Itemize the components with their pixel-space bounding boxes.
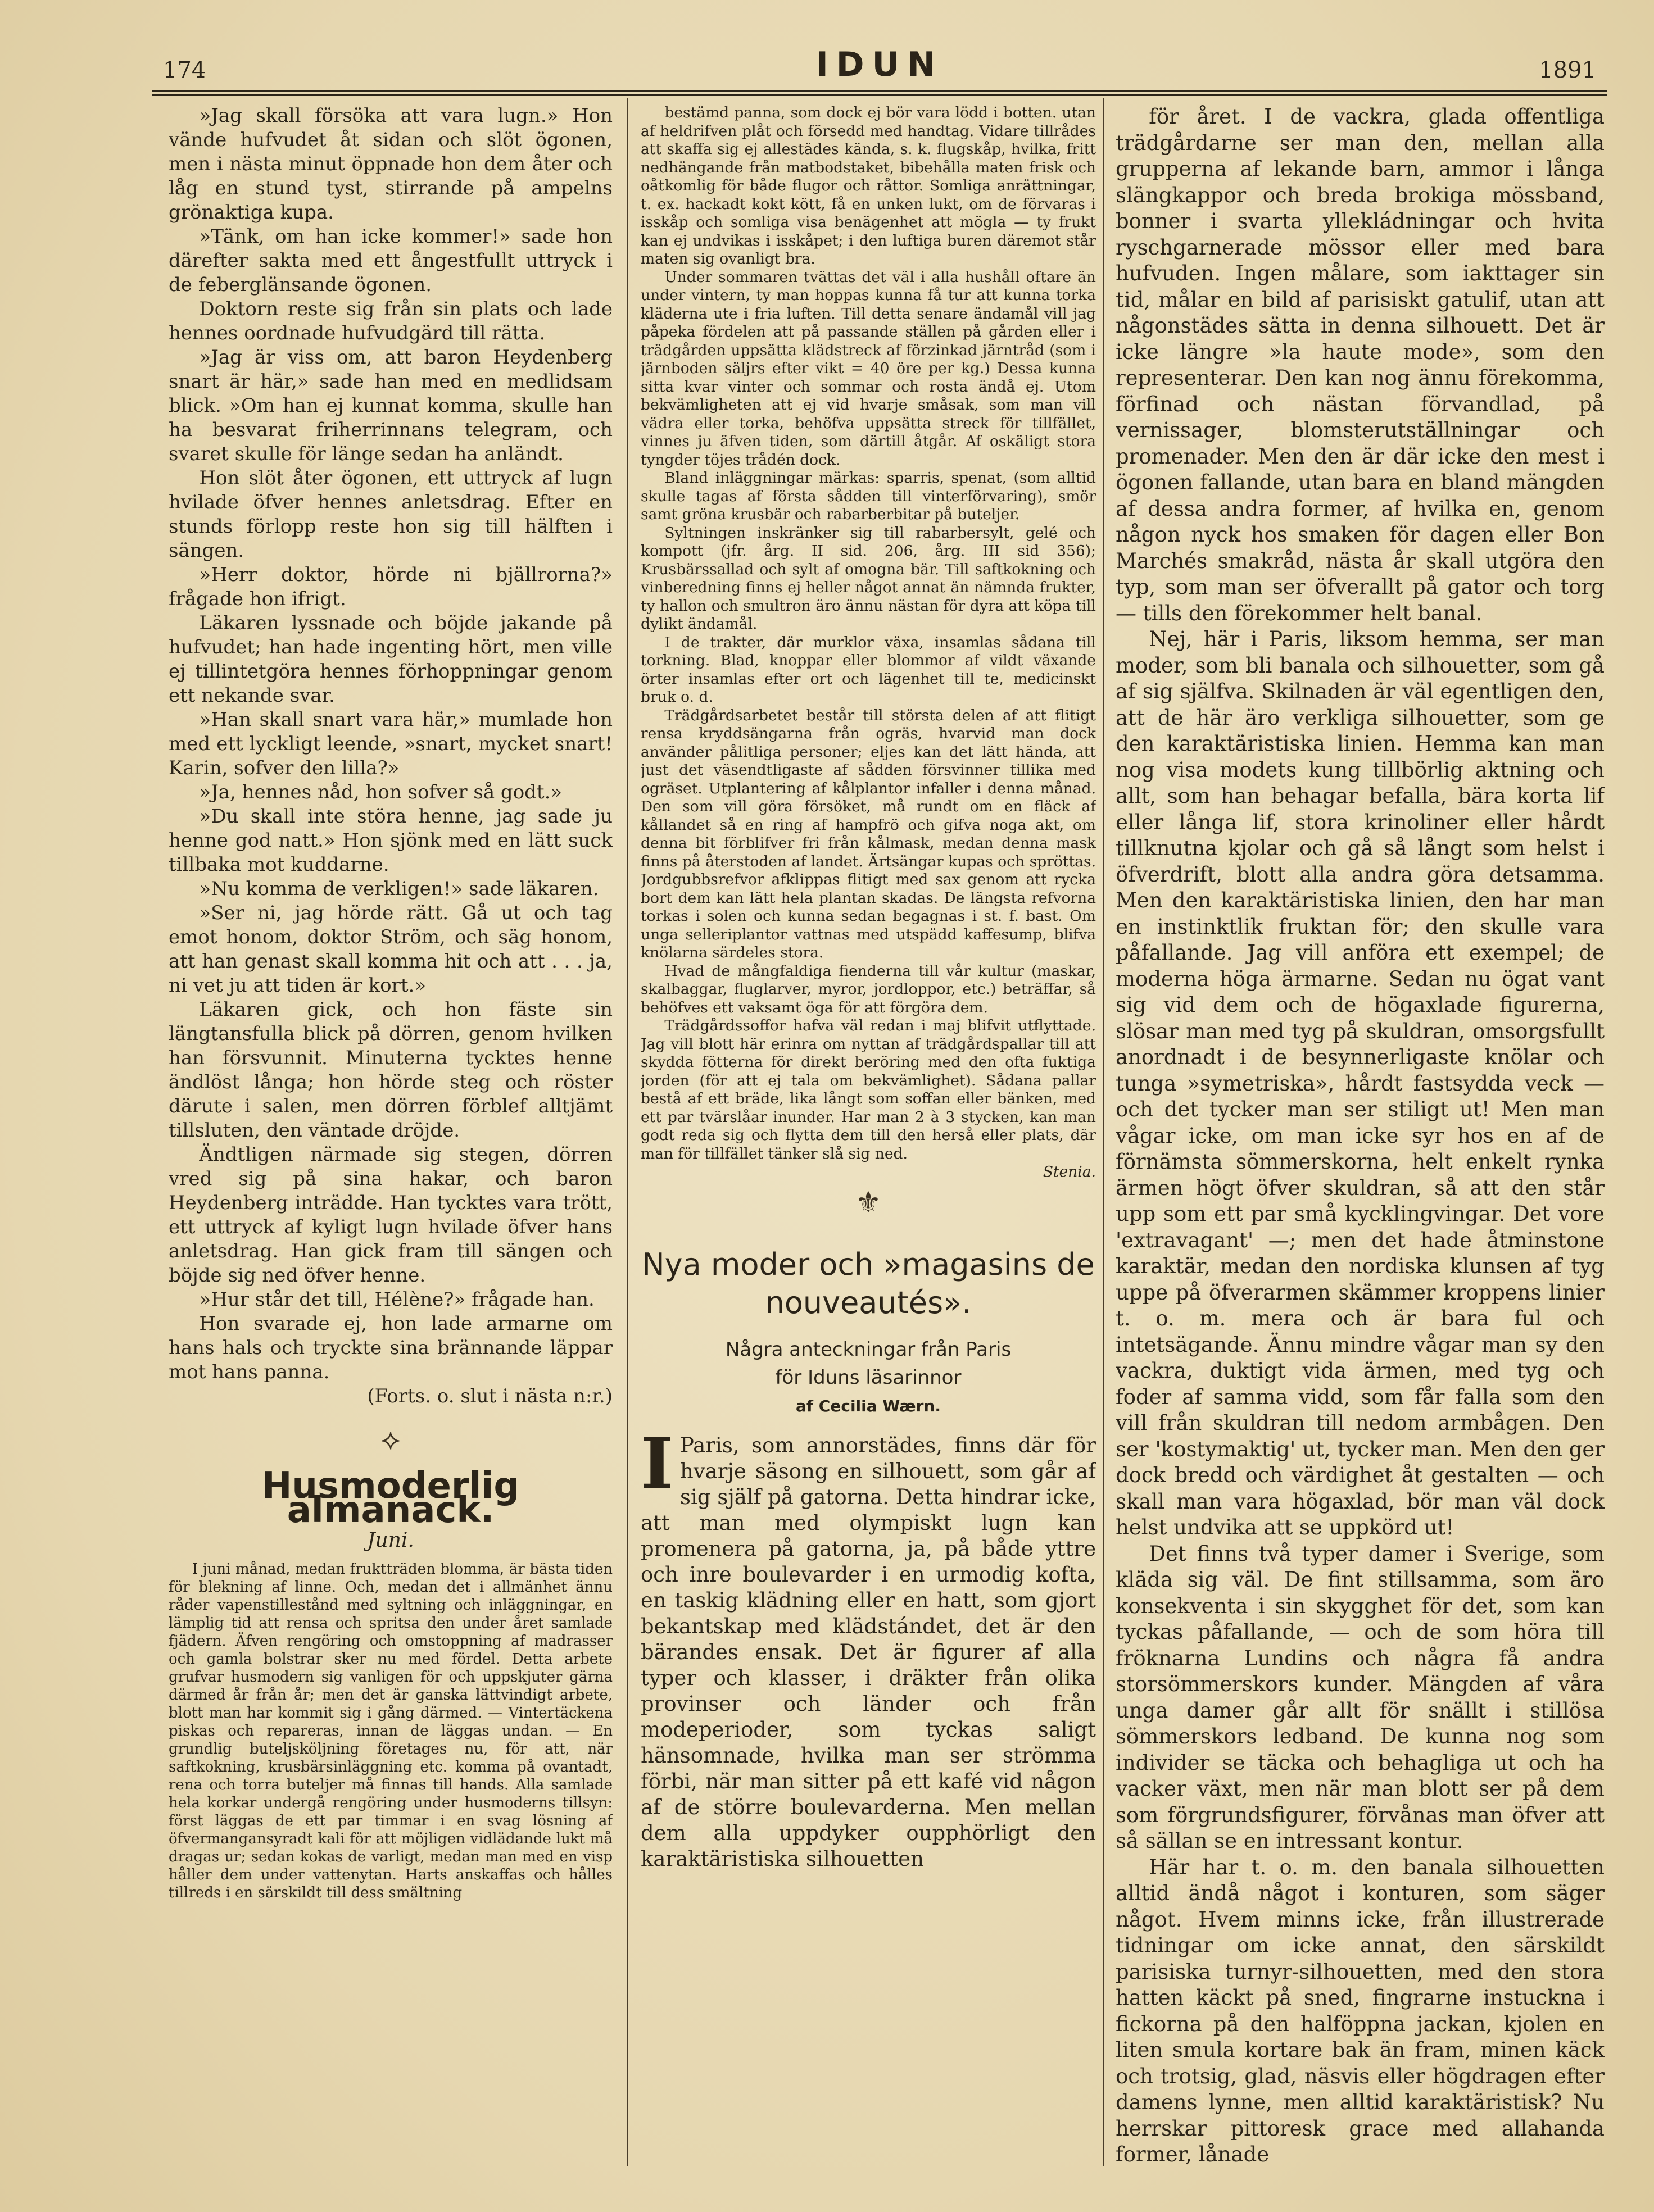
- article-paragraph: Här har t. o. m. den banala silhouetten alltid ändå något i konturen, som säger något. Hvem minns icke, från illustrerade tidningar om icke annat, den särskildt parisiska turnyr-silhouetten, med den stora hatten käckt på sned, fingrarne instuckna i fickorna på den halföppna jackan, kjolen en liten smula kortare bak än fram, minen käck och trotsig, glad, näsvis eller högdragen efter damens lynne, men alltid karaktäristisk? Nu herrskar pittoresk grace med allahanda former, lånade: [1116, 1855, 1605, 2166]
- article-subtitle-line-2: för Iduns läsarinnor: [775, 1366, 962, 1389]
- almanac-paragraph: bestämd panna, som dock ej bör vara lödd i botten. utan af heldrifven plåt och försedd med handtag. Vidare tillrådes att skaffa sig ej allestädes kända, s. k. flugskåp, hvilka, fritt nedhängande från matbodstaket, bibehålla maten frisk och oåtkomlig för både flugor och råttor. Somliga anrättningar, t. ex. hackadt kokt kött, få en unken lukt, om de förvaras i isskåp och somliga visa benägenhet att mögla — ty frukt kan ej undvikas i isskåpet; i den luftiga buren däremot står maten sig ovanligt bra.: [641, 104, 1096, 267]
- story-paragraph: Läkaren gick, och hon fäste sin längtansfulla blick på dörren, genom hvilken han försvunnit. Minuterna tycktes henne ändlöst långa; hon hörde steg och röster därute i salen, men dörren förblef alltjämt tillsluten, den väntade dröjde.: [169, 998, 613, 1142]
- section-subheading: Juni.: [367, 1529, 414, 1552]
- almanac-paragraph: Bland inläggningar märkas: sparris, spenat, (som alltid skulle tagas af första sådden till vinterförvaring), smör samt gröna krusbär och rabarberbitar på buteljer.: [641, 469, 1096, 523]
- ornament-divider-icon: ⟡: [380, 1423, 401, 1456]
- almanac-paragraph: Hvad de mångfaldiga fienderna till vår kultur (maskar, skalbaggar, fluglarver, myror, jordloppor, etc.) beträffar, så behöfves ett vaksamt öga för att förgöra dem.: [641, 962, 1096, 1016]
- ornament-divider-icon: ⚜: [855, 1186, 882, 1220]
- article-paragraph: för året. I de vackra, glada offentliga trädgårdarne ser man den, mellan alla grupperna af lekande barn, ammor i långa slängkappor och breda brokiga mössband, bonner i svarta yllekládningar och hvita ryschgarnerade mössor eller med bara hufvuden. Ingen målare, som iakttager sin tid, målar en bild af parisiskt gatulif, utan att någonstädes sätta in denna silhouett. Det är icke längre »la haute mode», som den representerar. Den kan nog ännu förekomma, förfinad och nästan förvandlad, på vernissager, blomsterutställningar och promenader. Men den är där icke den mest i ögonen fallande, utan bara en bland mängden af dessa andra former, af hvilka en, genom någon nyck hos smaken för dagen eller Bon Marchés smakråd, nästa år skall utgöra den typ, som man ser öfverallt på gator och torg — tills den förekommer helt banal.: [1116, 105, 1605, 625]
- signature: Stenia.: [1043, 1163, 1096, 1180]
- year: 1891: [1539, 57, 1596, 83]
- article-subtitle-line-1: Några anteckningar från Paris: [725, 1338, 1012, 1361]
- masthead-title: IDUN: [815, 45, 944, 84]
- page-number: 174: [163, 57, 206, 83]
- column-divider-2: [1103, 98, 1104, 2166]
- story-paragraph: »Jag är viss om, att baron Heydenberg snart är här,» sade han med en medlidsam blick. »Om han ej kunnat komma, skulle han ha besvarat friherrinnans telegram, och svaret skulle för länge sedan ha anländt.: [169, 346, 613, 465]
- almanac-continued: [641, 104, 1096, 1163]
- article-intro-text: Paris, som annorstädes, finns där för hvarje säsong en silhouett, som går af sig själf på gatorna. Detta hindrar icke, att man med olympiskt lugn kan promenera på gatorna, ja, på både yttre och inre boulevarder i en urmodig kofta, en taskig klädning eller en hatt, som gjort bekantskap med klädstándet, det är den bärandes ensak. Det är figurer af alla typer och klasser, i dräkter från olika provinser och länder och från modeperioder, som tyckas saligt hänsomnade, hvilka man ser strömma förbi, när man sitter på ett kafé vid någon af de större boulevarderna. Men mellan dem alla uppdyker oupphörligt den karaktäristiska silhouetten: [641, 1433, 1096, 1871]
- story-paragraph: »Du skall inte störa henne, jag sade ju henne god natt.» Hon sjönk med en lätt suck tillbaka mot kuddarne.: [169, 805, 613, 876]
- continuation-note: (Forts. o. slut i nästa n:r.): [367, 1385, 613, 1407]
- article-paragraph: Nej, här i Paris, liksom hemma, ser man moder, som bli banala och silhouetter, som gå af sig själfva. Skilnaden är väl egentligen den, att de här äro verkliga silhouetter, som ge den karaktäristiska linien. Hemma kan man nog visa modets kung tillbörlig aktning och allt, som han behagar befalla, bära korta lif eller långa lif, stora krinoliner eller hårdt tillknutna kjolar och gå så långt som helst i öfverdrift, blott alla andra göra detsamma. Men den karaktäristiska linien, den har man en instinktlik fruktan för; den skulle vara påfallande. Jag vill anföra ett exempel; de moderna höga ärmarne. Sedan nu ögat vant sig vid dem och de högaxlade figurerna, slösar man med tyg på skuldran, omsorgsfullt anordnadt i de besynnerligaste knölar och tunga »symetriska», hårdt fastsydda veck — och det tycker man ser stiligt ut! Men man vågar icke, om man icke syr hos en af de förnämsta sömmerskorna, helt enkelt rynka ärmen högt öfver skuldran, så att den står upp som ett par små kycklingvingar. Det vore 'extravagant' —; men det hade åtminstone karaktär, medan den nordiska klunsen af tyg uppe på öfverarmen skämmer kroppens linier t. o. m. mera och är bara ful och intetsägande. Ännu mindre vågar man sy den vackra, duktigt vida ärmen, med tyg och foder af samma vidd, som får falla som den vill från skuldran till nedom armbågen. Den ser 'kostymaktig' ut, tycker man. Men den ger dock bredd och värdighet åt gestalten — och skall man vara högaxlad, bör man väl dock helst undvika att se uppkörd ut!: [1116, 627, 1605, 1539]
- column-2: [641, 104, 1096, 1872]
- header-rule: [152, 90, 1607, 92]
- story-paragraph: »Ja, hennes nåd, hon sofver så godt.»: [199, 781, 563, 803]
- story-paragraph: »Tänk, om han icke kommer!» sade hon därefter sakta med ett ångestfullt uttryck i de feberglänsande ögonen.: [169, 225, 613, 296]
- almanac-text: [169, 1560, 613, 1902]
- article-continued: [1116, 104, 1605, 2168]
- page-header: [152, 45, 1607, 90]
- story-paragraph: Ändtligen närmade sig stegen, dörren vred sig på sina hakar, och baron Heydenberg inträdde. Han tycktes vara trött, ett uttryck af kyligt lugn hvilade öfver hans anletsdrag. Han gick fram till sängen och böjde sig ned öfver henne.: [169, 1143, 613, 1287]
- story-paragraph: »Jag skall försöka att vara lugn.» Hon vände hufvudet åt sidan och slöt ögonen, men i nästa minut öppnade hon dem åter och låg en stund tyst, stirrande på ampelns grönaktiga kupa.: [169, 105, 613, 224]
- almanac-paragraph: I juni månad, medan fruktträden blomma, är bästa tiden för blekning af linne. Och, medan det i allmänhet ännu råder vapenstillestånd med syltning och inläggningar, en lämplig tid att rensa och spritsa den under året samlade fjädern. Äfven rengöring och omstoppning af madrasser och gamla bolstrar sker nu med fördel. Detta arbete grufvar husmodern sig vanligen för och uppskjuter gärna därmed år från år; men det är ganska lättvindigt arbete, blott man har kommit sig i gång därmed. — Vintertäckena piskas och repareras, innan de läggas undan. — En grundlig buteljsköljning företages nu, för att, när saftkokning, krusbärsinläggning etc. komma på ovantadt, rena och torra buteljer må finnas till hands. Alla samlade hela korkar undergå rengöring under husmoderns tillsyn: först läggas de ett par timmar i en svag lösning af öfvermangansyradt kali för att möjligen vidlädande lukt må dragas ur; sedan kokas de varligt, medan man med en visp håller dem under vattenytan. Harts anskaffas och hålles tillreds i en särskildt till dess smältning: [169, 1561, 613, 1901]
- story-paragraph: »Han skall snart vara här,» mumlade hon med ett lyckligt leende, »snart, mycket snart! Karin, sofver den lilla?»: [169, 708, 613, 779]
- column-1: [169, 104, 613, 1902]
- almanac-paragraph: Syltningen inskränker sig till rabarbersylt, gelé och kompott (jfr. årg. II sid. 206, årg. III sid 356); Krusbärssallad och sylt af omogna bär. Till saftkokning och vinberedning finns ej heller något annat än nämnda frukter, ty hallon och smultron äro ännu nästan för dyra att köpa till dylikt ändamål.: [641, 524, 1096, 633]
- story-paragraph: »Nu komma de verkligen!» sade läkaren.: [199, 878, 599, 900]
- drop-cap: I: [641, 1423, 674, 1505]
- serial-story: [169, 104, 613, 1384]
- story-paragraph: Hon svarade ej, hon lade armarne om hans hals och tryckte sina brännande läppar mot hans panna.: [169, 1312, 613, 1383]
- article-intro: [641, 1423, 1096, 1872]
- almanac-paragraph: I de trakter, där murklor växa, insamlas sådana till torkning. Blad, knoppar eller blommor af vildt växande örter insamlas efter ort och lägenhet till te, medicinskt bruk o. d.: [641, 633, 1096, 706]
- story-paragraph: Läkaren lyssnade och böjde jakande på hufvudet; han hade ingenting hört, men ville ej tillintetgöra hennes förhoppningar genom ett nekande svar.: [169, 612, 613, 707]
- story-paragraph: »Ser ni, jag hörde rätt. Gå ut och tag emot honom, doktor Ström, och säg honom, att han genast skall komma hit och att . . . ja, ni vet ju att tiden är kort.»: [169, 902, 613, 997]
- article-paragraph: Det finns två typer damer i Sverige, som kläda sig väl. De fint stillsamma, som äro konsekventa i sin skygghet för det, som kan tyckas påfallande, — och de som höra till fröknarna Lundins och några få andra storsömmerskors kunder. Mängden af våra unga damer går allt för snällt i stillösa sömmerskors ledband. De kunna nog som individer se täcka och behagliga ut och ha vacker växt, men när man blott ser på dem som förgrundsfigurer, förvånas man öfver att så sällan se en intressant kontur.: [1116, 1541, 1605, 1853]
- story-paragraph: Hon slöt åter ögonen, ett uttryck af lugn hvilade öfver hennes anletsdrag. Efter en stunds förlopp reste hon sig till hälften i sängen.: [169, 467, 613, 562]
- article-title: Nya moder och »magasins de nouveautés».: [642, 1247, 1095, 1320]
- story-paragraph: Doktorn reste sig från sin plats och lade hennes oordnade hufvudgärd till rätta.: [169, 298, 613, 344]
- story-paragraph: »Herr doktor, hörde ni bjällrorna?» frågade hon ifrigt.: [169, 564, 613, 610]
- article-author: af Cecilia Wærn.: [795, 1397, 941, 1415]
- almanac-paragraph: Under sommaren tvättas det väl i alla hushåll oftare än under vintern, ty man hoppas kunna få tur att kunna torka kläderna ute i fria luften. Till detta senare ändamål vill jag påpeka fördelen att på passande ställen på gården eller i trädgården uppsätta klädstreck af förzinkad järntråd (som i järnboden säljrs efter vikt = 40 öre per kg.) Dessa kunna sitta kvar vinter och sommar och rosta ändå ej. Utom bekvämligheten att ej vid hvarje småsak, som man vill vädra eller torka, behöfva uppsätta streck för tillfället, vinnes ju äfven tiden, som därtill åtgår. Af oskäligt stora tyngder töjes trådén dock.: [641, 268, 1096, 469]
- section-heading: Husmoderlig almanack.: [261, 1465, 520, 1531]
- almanac-paragraph: Trädgårdssoffor hafva väl redan i maj blifvit utflyttade. Jag vill blott här erinra om nyttan af trädgårdspallar till att skydda fötterna för direkt beröring med den ofta fuktiga jorden (för att ej tala om bekvämlighet). Sådana pallar bestå af ett bräde, lika långt som soffan eller bänken, med ett par tvärslåar inunder. Har man 2 à 3 stycken, kan man godt reda sig och flytta dem till den herså eller plats, där man för tillfället tänker slå sig ned.: [641, 1017, 1096, 1162]
- column-divider-1: [627, 98, 628, 2166]
- story-paragraph: »Hur står det till, Hélène?» frågade han.: [199, 1288, 595, 1311]
- column-3: [1116, 104, 1605, 2168]
- almanac-paragraph: Trädgårdsarbetet består till största delen af att flitigt rensa kryddsängarna från ogräs, hvarvid man dock använder pålitliga personer; eljes kan det lätt hända, att just det väsendtligaste af sådden försvinner tillika med ogräset. Utplantering af kålplantor infaller i denna månad. Den som vill göra försöket, må rundt om en fläck af kållandet så en ring af hampfrö och gifva noga akt, om denna bit förblifver fri från kålmask, medan denna mask finns på återstoden af landet. Ärtsängar kupas och spröttas. Jordgubbsrefvor afklippas flitigt med sax genom att rycka bort dem kan lätt hela plantan skadas. De längsta refvorna torkas i solen och kunna sedan begagnas i st. f. bast. Om unga selleriplantor vattnas med utspädd kaffesump, blifva knölarna särdeles stora.: [641, 706, 1096, 961]
- header-rule-thin: [152, 94, 1607, 96]
